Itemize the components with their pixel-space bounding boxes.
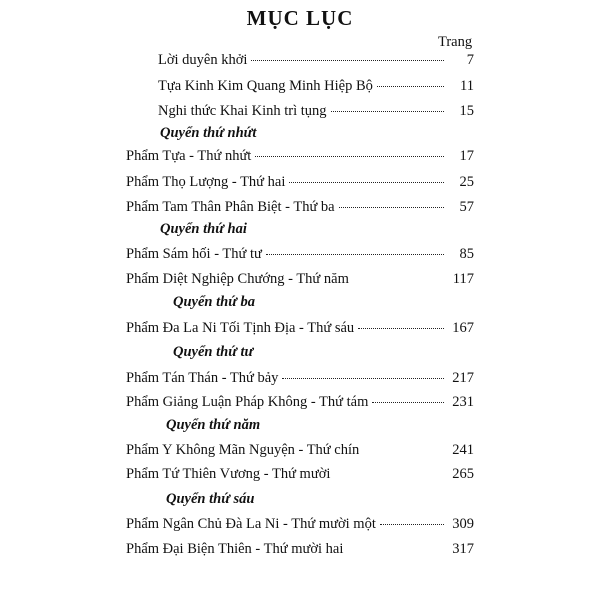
- dot-leader: [377, 85, 444, 87]
- toc-entry-page: 57: [459, 199, 474, 215]
- toc-entry-label: Phẩm Diệt Nghiệp Chướng - Thứ năm: [126, 271, 349, 287]
- toc-entry-intro-2: [158, 103, 474, 121]
- toc-entry-label: Phẩm Tam Thân Phân Biệt - Thứ ba: [126, 199, 335, 215]
- dot-leader: [255, 155, 444, 157]
- toc-entry-label: Phẩm Tứ Thiên Vương - Thứ mười: [126, 466, 331, 482]
- toc-entry-label: Phẩm Giảng Luận Pháp Không - Thứ tám: [126, 394, 369, 410]
- toc-entry: [126, 148, 474, 166]
- toc-entry-label: Phẩm Ngân Chủ Đà La Ni - Thứ mười một: [126, 516, 376, 532]
- toc-entry-page: 25: [459, 174, 474, 190]
- dot-leader: [372, 401, 444, 403]
- toc-entry-page: 11: [460, 78, 474, 94]
- toc-entry-page: 85: [459, 246, 474, 262]
- toc-entry-intro-0: [158, 52, 474, 70]
- section-heading: Quyển thứ nhứt: [160, 125, 257, 141]
- dot-leader: [282, 377, 444, 379]
- dot-leader: [358, 327, 444, 329]
- toc-entry-page: 231: [452, 394, 474, 410]
- toc-entry: [126, 466, 474, 484]
- toc-entry-page: 167: [452, 320, 474, 336]
- section-heading: Quyển thứ hai: [160, 221, 247, 237]
- dot-leader: [251, 59, 444, 61]
- toc-entry-label: Phẩm Tán Thán - Thứ bảy: [126, 370, 279, 386]
- toc-entry: [126, 174, 474, 192]
- page-column-header: Trang: [438, 34, 473, 50]
- toc-title: MỤC LỤC: [246, 6, 354, 30]
- dot-leader: [331, 110, 444, 112]
- dot-leader: [380, 523, 444, 525]
- toc-entry-label: Phẩm Thọ Lượng - Thứ hai: [126, 174, 286, 190]
- toc-entry: [126, 541, 474, 559]
- toc-entry: [126, 370, 474, 388]
- toc-entry: [126, 246, 474, 264]
- dot-leader: [339, 206, 444, 208]
- toc-entry-label: Phẩm Sám hối - Thứ tư: [126, 246, 262, 262]
- toc-entry-page: 17: [459, 148, 474, 164]
- toc-entry: [126, 442, 474, 460]
- section-heading: Quyển thứ ba: [173, 294, 256, 310]
- section-heading: Quyển thứ năm: [166, 417, 261, 433]
- toc-entry: [126, 320, 474, 338]
- toc-entry-label: Phẩm Đại Biện Thiên - Thứ mười hai: [126, 541, 344, 557]
- dot-leader: [289, 181, 444, 183]
- toc-entry-intro-1: [158, 78, 474, 96]
- toc-entry-page: 265: [452, 466, 474, 482]
- toc-entry-label: Lời duyên khởi: [158, 52, 248, 68]
- toc-entry-label: Tựa Kinh Kim Quang Minh Hiệp Bộ: [158, 78, 373, 94]
- toc-entry: [126, 271, 474, 289]
- toc-entry-label: Nghi thức Khai Kinh trì tụng: [158, 103, 327, 119]
- toc-entry-label: Phẩm Tựa - Thứ nhứt: [126, 148, 252, 164]
- toc-entry-page: 15: [459, 103, 474, 119]
- toc-entry: [126, 199, 474, 217]
- section-heading: Quyển thứ sáu: [166, 491, 255, 507]
- toc-entry-label: Phẩm Y Không Mãn Nguyện - Thứ chín: [126, 442, 360, 458]
- dot-leader: [266, 253, 444, 255]
- toc-entry: [126, 394, 474, 412]
- toc-entry-label: Phẩm Đa La Ni Tối Tịnh Địa - Thứ sáu: [126, 320, 355, 336]
- toc-entry-page: 317: [452, 541, 474, 557]
- section-heading: Quyển thứ tư: [173, 344, 254, 360]
- toc-entry-page: 309: [452, 516, 474, 532]
- toc-entry: [126, 516, 474, 534]
- toc-entry-page: 7: [466, 52, 474, 68]
- toc-entry-page: 241: [452, 442, 474, 458]
- toc-entry-page: 117: [452, 271, 474, 287]
- toc-entry-page: 217: [452, 370, 474, 386]
